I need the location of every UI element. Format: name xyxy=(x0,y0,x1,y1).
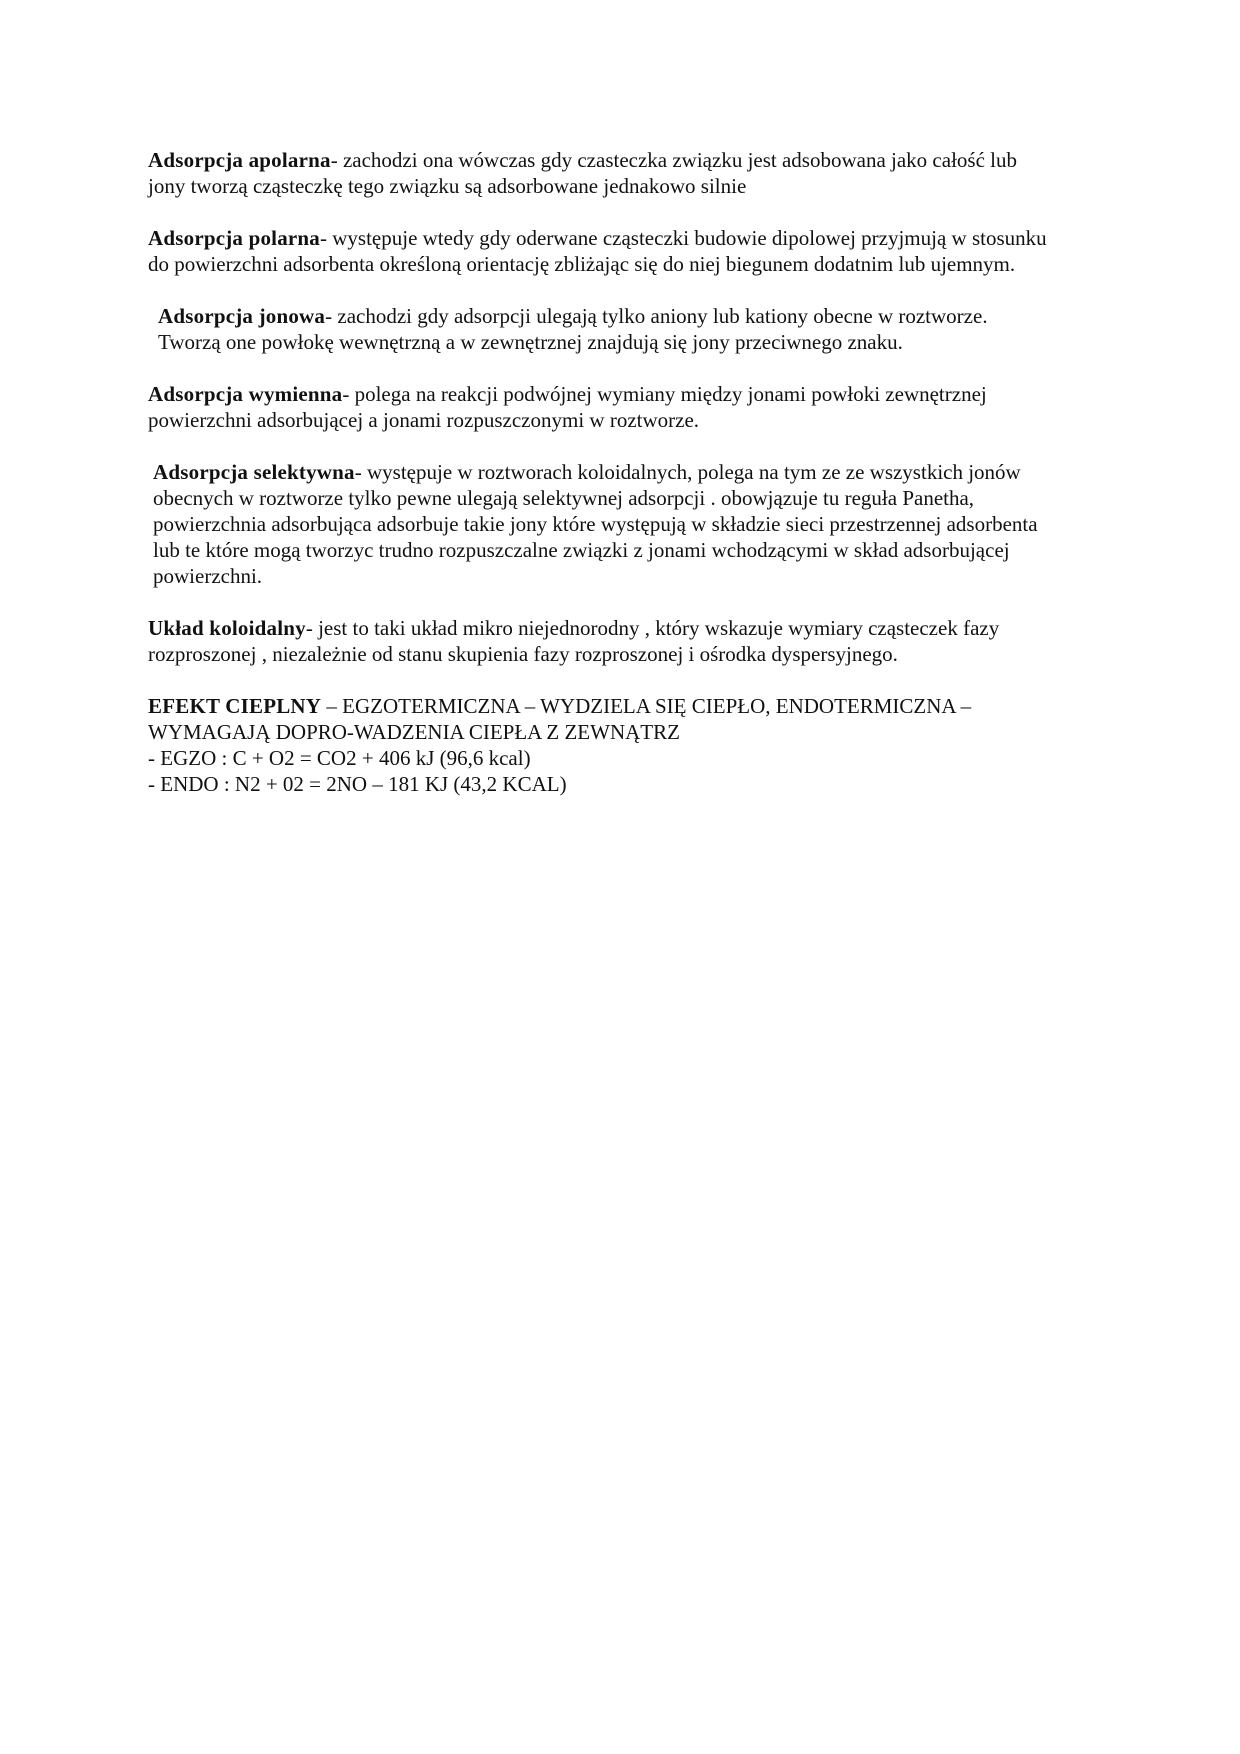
term-adsorpcja-jonowa: Adsorpcja jonowa xyxy=(158,304,326,328)
term-adsorpcja-wymienna: Adsorpcja wymienna xyxy=(148,382,343,406)
definition-adsorpcja-wymienna: - polega na reakcji podwójnej wymiany między jonami powłoki zewnętrznej powierzchni adsorbującej a jonami rozpuszczonymi w roztworze. xyxy=(148,382,987,432)
definition-adsorpcja-jonowa: - zachodzi gdy adsorpcji ulegają tylko aniony lub kationy obecne w roztworze. Tworzą one powłokę wewnętrzną a w zewnętrznej znajdują się jony przeciwnego znaku. xyxy=(158,304,988,354)
term-uklad-koloidalny: Układ koloidalny xyxy=(148,616,306,640)
paragraph-adsorpcja-jonowa xyxy=(148,303,1048,355)
paragraph-adsorpcja-apolarna xyxy=(148,147,1048,199)
term-adsorpcja-polarna: Adsorpcja polarna xyxy=(148,226,320,250)
term-efekt-cieplny: EFEKT CIEPLNY xyxy=(148,694,322,718)
definition-uklad-koloidalny: - jest to taki układ mikro niejednorodny , który wskazuje wymiary cząsteczek fazy rozproszonej , niezależnie od stanu skupienia fazy rozproszonej i ośrodka dyspersyjnego. xyxy=(148,616,1000,666)
term-adsorpcja-selektywna: Adsorpcja selektywna xyxy=(153,460,355,484)
definition-efekt-cieplny: – EGZOTERMICZNA – WYDZIELA SIĘ CIEPŁO, ENDOTERMICZNA – WYMAGAJĄ DOPRO-WADZENIA CIEPŁA Z ZEWNĄTRZ xyxy=(148,694,972,744)
definition-adsorpcja-selektywna: - występuje w roztworach koloidalnych, polega na tym ze ze wszystkich jonów obecnych w roztworze tylko pewne ulegają selektywnej adsorpcji . obowjązuje tu reguła Panetha, powierzchnia adsorbująca adsorbuje takie jony które występują w składzie sieci przestrzennej adsorbenta lub te które mogą tworzyc trudno rozpuszczalne związki z jonami wchodzącymi w skład adsorbującej powierzchni. xyxy=(153,460,1038,588)
term-adsorpcja-apolarna: Adsorpcja apolarna xyxy=(148,148,331,172)
equation-endo: - ENDO : N2 + 02 = 2NO – 181 KJ (43,2 KCAL) xyxy=(148,772,567,796)
paragraph-efekt-cieplny xyxy=(148,693,1048,797)
document-body xyxy=(148,147,1048,823)
paragraph-uklad-koloidalny xyxy=(148,615,1048,667)
paragraph-adsorpcja-selektywna xyxy=(148,459,1048,589)
definition-adsorpcja-apolarna: - zachodzi ona wówczas gdy czasteczka związku jest adsobowana jako całość lub jony tworzą cząsteczkę tego związku są adsorbowane jednakowo silnie xyxy=(148,148,1017,198)
paragraph-adsorpcja-wymienna xyxy=(148,381,1048,433)
equation-egzo: - EGZO : C + O2 = CO2 + 406 kJ (96,6 kcal) xyxy=(148,746,531,770)
paragraph-adsorpcja-polarna xyxy=(148,225,1048,277)
definition-adsorpcja-polarna: - występuje wtedy gdy oderwane cząsteczki budowie dipolowej przyjmują w stosunku do powierzchni adsorbenta określoną orientację zbliżając się do niej biegunem dodatnim lub ujemnym. xyxy=(148,226,1047,276)
